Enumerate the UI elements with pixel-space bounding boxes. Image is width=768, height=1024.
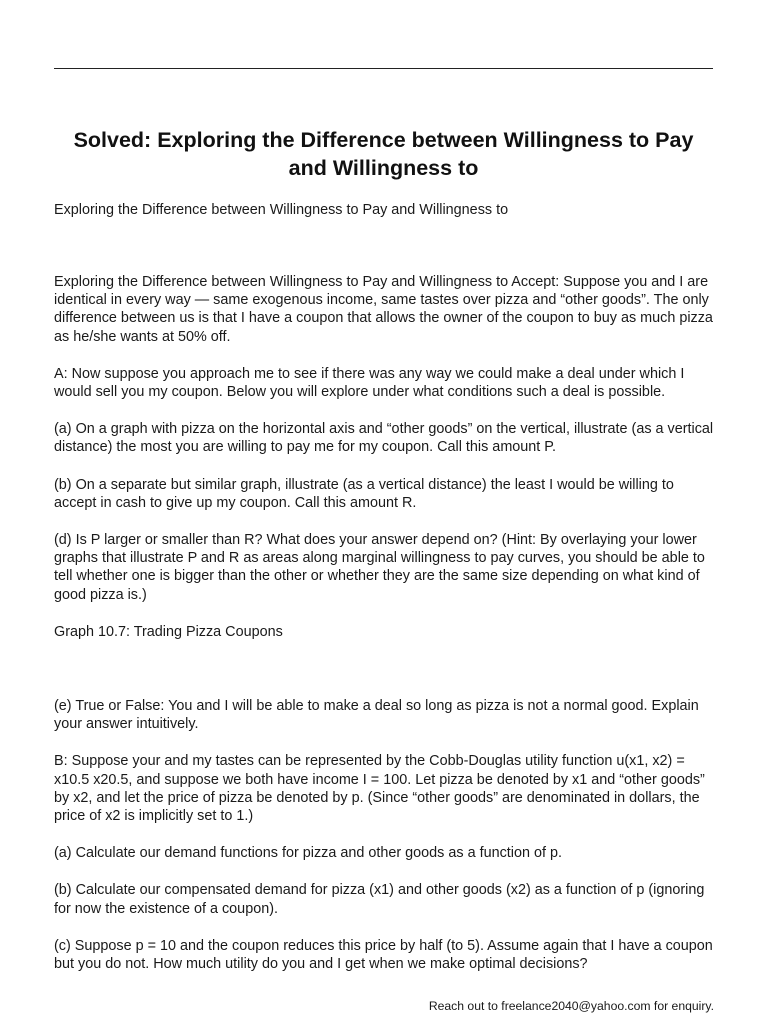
paragraph-question-b: (b) On a separate but similar graph, illustrate (as a vertical distance) the least I would be willing to accept in cash to give up my coupon. Call this amount R. [54,476,674,511]
paragraph-question-d: (d) Is P larger or smaller than R? What does your answer depend on? (Hint: By overlaying your lower graphs that illustrate P and R as areas along marginal willingness to pay curves, you should be able to tell whether one is bigger than the other or whether they are the same size depending on what kind of good pizza is.) [54,532,705,603]
paragraph-intro: Exploring the Difference between Willingness to Pay and Willingness to Accept: Suppose you and I are identical in every way — same exogenous income, same tastes over pizza and “other goods”. The only difference between us is that I have a coupon that allows the owner of the coupon to buy as much pizza as he/she wants at 50% off. [54,274,713,345]
paragraph-question-b-a: (a) Calculate our demand functions for pizza and other goods as a function of p. [54,845,562,862]
page-title: Solved: Exploring the Difference between Willingness to Pay and Willingness to [73,128,694,180]
header-rule [54,68,713,69]
page-subtitle: Exploring the Difference between Willingness to Pay and Willingness to [54,202,509,218]
paragraph-question-e: (e) True or False: You and I will be able to make a deal so long as pizza is not a normal good. Explain your answer intuitively. [54,698,699,733]
graph-caption: Graph 10.7: Trading Pizza Coupons [54,623,283,640]
paragraph-question-b-c: (c) Suppose p = 10 and the coupon reduces this price by half (to 5). Assume again that I have a coupon but you do not. How much utility do you and I get when we make optimal decisions? [54,937,713,973]
paragraph-part-b-intro: B: Suppose your and my tastes can be represented by the Cobb-Douglas utility function u(x1, x2) = x10.5 x20.5, and suppose we both have income I = 100. Let pizza be denoted by x1 and “other goods” by x2, and let the price of pizza be denoted by p. (Since “other goods” are denominated in dollars, the price of x2 is implicitly set to 1.) [54,753,705,825]
paragraph-part-a-intro: A: Now suppose you approach me to see if there was any way we could make a deal under which I would sell you my coupon. Below you will explore under what conditions such a deal is possible. [54,365,685,401]
document-body [54,273,720,992]
paragraph-question-a: (a) On a graph with pizza on the horizontal axis and “other goods” on the vertical, illustrate (as a vertical distance) the most you are willing to pay me for my coupon. Call this amount P. [54,421,714,456]
footer-contact: Reach out to freelance2040@yahoo.com for enquiry. [428,999,714,1013]
paragraph-question-b-b: (b) Calculate our compensated demand for pizza (x1) and other goods (x2) as a function of p (ignoring for now the existence of a coupon). [54,882,705,917]
